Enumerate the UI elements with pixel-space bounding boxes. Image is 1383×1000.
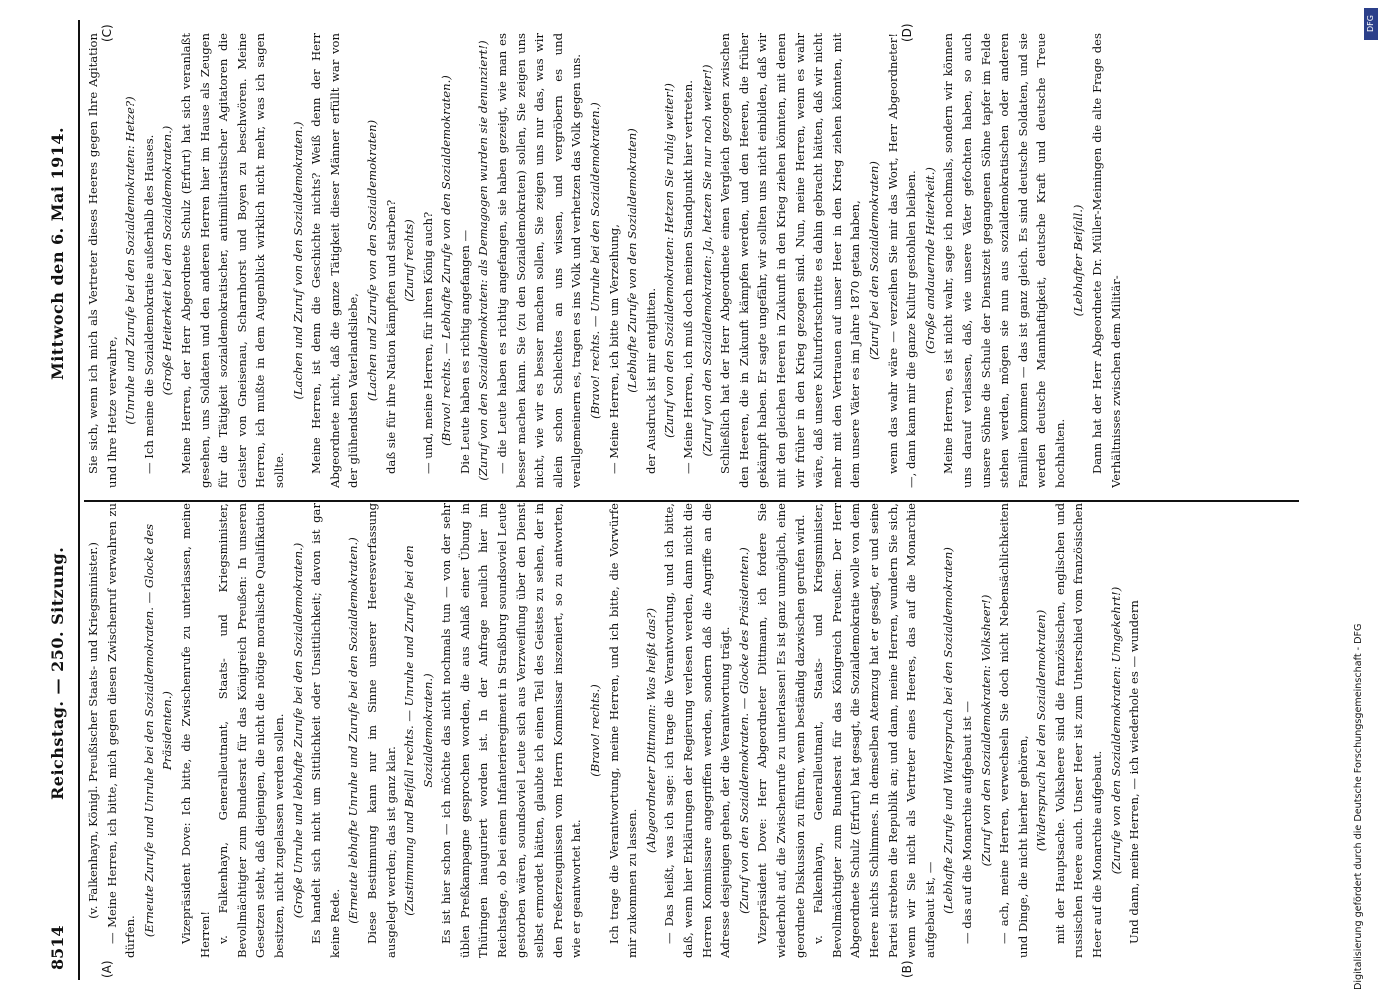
paragraph: — ach, meine Herren, verwechseln Sie doch nicht Nebensächlichkeiten und Dinge, die nicht hierher gehören, bbox=[997, 503, 1030, 958]
left-running-title: Reichstag. — 250. Sitzung. bbox=[48, 546, 67, 800]
margin-mark-d: (D) bbox=[900, 23, 914, 42]
interjection: (Bravo! rechts. — Unruhe bei den Sozialdemokraten.) bbox=[588, 102, 603, 419]
interjection: (Große andauernde Heiterkeit.) bbox=[922, 167, 937, 354]
interjection: (Widerspruch bei den Sozialdemokraten) bbox=[1034, 609, 1049, 852]
interjection: (Bravo! rechts.) bbox=[588, 684, 603, 777]
interjection: (Lebhafter Beifall.) bbox=[1071, 204, 1086, 317]
interjection: (Lachen und Zurufe von den Sozialdemokraten) bbox=[364, 119, 379, 402]
paragraph: v. Falkenhayn, Generalleutnant, Staats- und Kriegsminister, Bevollmächtigter zum Bundesrat für das Königreich Preußen: In unseren Gesetzen steht, daß diejenigen, die nicht die nötige moralische Qualifikation besitzen, nicht zugelassen werden sollen. bbox=[216, 503, 286, 958]
paragraph: Die Leute haben es richtig angefangen — bbox=[457, 229, 472, 474]
rotated-page bbox=[40, 20, 1310, 980]
paragraph: Meine Herren, der Herr Abgeordnete Schulz (Erfurt) hat sich veranlaßt gesehen, uns Soldaten und den anderen Herren hier im Hause als Zeugen für die Tätigkeit sozialdemokratischer, antimilitaristischer Agitatoren die Geister von Gneisenau, Scharnhorst und Boyen zu beschwören. Meine Herren, ich mußte in dem Augenblick wirklich nicht mehr, was ich sagen sollte. bbox=[178, 33, 286, 488]
interjection: (Zuruf von den Sozialdemokraten: Volksheer!) bbox=[978, 594, 993, 867]
paragraph: v. Falkenhayn, Generalleutnant, Staats- und Kriegsminister, Bevollmächtigter zum Bundesrat für das Königreich Preußen: Der Herr Abgeordnete Schulz (Erfurt) hat gesagt, die Sozialdemokratie wolle von dem Heere nichts Schlimmes. In demselben Atemzug hat er gesagt, er und seine Partei strebten die Republik an; und dann, meine Herren, wundern Sie sich, wenn wir Sie nicht als Vertreter eines Heeres, das auf die Monarchie aufgebaut ist, — bbox=[811, 503, 937, 958]
interjection: (Zuruf von den Sozialdemokraten: als Demagogen wurden sie denunziert!) bbox=[476, 40, 491, 481]
interjection: (Zuruf von den Sozialdemokraten. — Glocke des Präsidenten.) bbox=[736, 547, 751, 914]
paragraph: Es ist hier schon — ich möchte das nicht nochmals tun — von der sehr üblen Preßkampagne gesprochen worden, die aus Anlaß einer Übung in Thüringen inauguriert worden ist. In der Anfrage neulich hier im Reichstage, ob bei einem Infanterieregiment in Straßburg soundsoviel Leute gestorben wären, soundsoviel Leute sich aus Verzweiflung über den Dienst selbst ermordet hätten, glaubte ich einen Teil des Geistes zu sehen, der in den Preßerzeugnissen vom Herrn Kommissar inszeniert, so zu antworten, wie er geantwortet hat. bbox=[439, 503, 584, 958]
paragraph: Sie sich, wenn ich mich als Vertreter dieses Heeres gegen Ihre Agitation und Ihre Hetze verwahre, bbox=[86, 33, 119, 488]
interjection: (Unruhe und Zurufe bei den Sozialdemokraten: Hetze?) bbox=[123, 96, 138, 425]
paragraph: daß sie für ihre Nation kämpften und starben? bbox=[383, 199, 398, 474]
paragraph: der Ausdruck ist mir entglitten. bbox=[643, 287, 658, 474]
right-running-title: Mittwoch den 6. Mai 1914. bbox=[48, 126, 67, 380]
paragraph: — Meine Herren, ich bitte um Verzeihung, bbox=[606, 224, 621, 474]
interjection: (Zuruf von den Sozialdemokraten: Hetzen Sie ruhig weiter!) bbox=[662, 83, 677, 438]
interjection: (Zuruf von den Sozialdemokraten: Ja, hetzen Sie nur noch weiter!) bbox=[699, 64, 714, 457]
interjection: (Große Heiterkeit bei den Sozialdemokraten.) bbox=[160, 125, 175, 396]
margin-mark-b: (B) bbox=[900, 960, 914, 978]
interjection: (Bravo! rechts. — Lebhafte Zurufe von den Sozialdemokraten.) bbox=[439, 75, 454, 446]
paragraph: Es handelt sich nicht um Sittlichkeit oder Unsittlichkeit; davon ist gar keine Rede. bbox=[309, 503, 342, 958]
paragraph: — Ich meine die Sozialdemokratie außerhalb des Hauses. bbox=[141, 134, 156, 474]
page-header bbox=[40, 20, 80, 980]
interjection: (Lebhafte Zurufe und Widerspruch bei den Sozialdemokraten) bbox=[941, 547, 956, 914]
page-number: 8514 bbox=[48, 925, 67, 970]
interjection: (Lachen und Zuruf von den Sozialdemokraten.) bbox=[290, 121, 305, 400]
interjection: (Zuruf rechts) bbox=[402, 219, 417, 302]
paragraph: — das auf die Monarchie aufgebaut ist — bbox=[959, 701, 974, 944]
margin-mark-a: (A) bbox=[100, 960, 114, 978]
paragraph: Diese Bestimmung kann nur im Sinne unserer Heeresverfassung ausgelegt werden; das ist ganz klar. bbox=[364, 503, 398, 958]
left-column bbox=[84, 503, 1299, 958]
paragraph: — und, meine Herren, für ihren König auch? bbox=[420, 211, 435, 474]
paragraph: — die Leute haben es richtig angefangen, sie haben gezeigt, wie man es besser machen kann. Sie (zu den Sozialdemokraten) sollen, Sie zeigen uns nicht, wie wir es besser machen sollen, Sie zeigen uns nur das, was wir allein schon Schlechtes an uns wissen, und vergröbern es und verallgemeinern es, tragen es ins Volk und verhetzen das Volk gegen uns. bbox=[495, 33, 584, 488]
paragraph: — Meine Herren, ich bitte, mich gegen diesen Zwischenruf verwahren zu dürfen. bbox=[104, 503, 138, 958]
paragraph: Meine Herren, es ist nicht wahr, sage ich nochmals, sondern wir können uns darauf verlassen, daß, wie unsere Väter gefochten haben, so auch unsere Söhne die Schule der Dienstzeit gegangenen Söhne tapfer im Felde stehen werden, mögen sie nun aus sozialdemokratischen oder anderen Familien kommen — das ist ganz gleich. Es sind deutsche Soldaten, und sie werden deutsche Mannhaftigkeit, deutsche Kraft und deutsche Treue hochhalten. bbox=[941, 33, 1067, 488]
interjection: (Große Unruhe und lebhafte Zurufe bei den Sozialdemokraten.) bbox=[290, 542, 305, 919]
dfg-logo: DFG bbox=[1364, 8, 1378, 40]
interjection: (Zustimmung und Beifall rechts. — Unruhe und Zurufe bei den Sozialdemokraten.) bbox=[402, 545, 435, 916]
interjection: (Abgeordneter Dittmann: Was heißt das?) bbox=[643, 608, 658, 853]
interjection: (Zurufe von den Sozialdemokraten: Umgekehrt!) bbox=[1108, 586, 1123, 875]
right-column bbox=[84, 33, 1299, 488]
paragraph: mit der Hauptsache. Volksheere sind die französischen, englischen und russischen Heere auch. Unser Heer ist zum Unterschied vom französischen Heer auf die Monarchie aufgebaut. bbox=[1052, 503, 1105, 958]
interjection: (Zuruf bei den Sozialdemokraten) bbox=[866, 161, 881, 360]
paragraph: Vizepräsident Dove: Ich bitte, die Zwischenrufe zu unterlassen, meine Herren! bbox=[178, 503, 212, 958]
paragraph: — Das heißt, was ich sage: ich trage die Verantwortung, und ich bitte, daß, wenn hier Erklärungen der Regierung verlesen werden, dann nicht die Herren Kommissare angegriffen werden, sondern daß die Angriffe an die Adresse desjenigen gehen, der die Verantwortung trägt. bbox=[662, 503, 733, 958]
paragraph: Vizepräsident Dove: Herr Abgeordneter Dittmann, ich fordere Sie wiederholt auf, die Zwischenrufe zu unterlassen! Es ist ganz unmöglich, eine geordnete Diskussion zu führen, wenn beständig dazwischen gerufen wird. bbox=[755, 503, 807, 958]
margin-mark-c: (C) bbox=[100, 24, 114, 42]
paragraph: Ich trage die Verantwortung, meine Herren, und ich bitte, die Vorwürfe mir zukommen zu lassen. bbox=[606, 503, 640, 958]
interjection: (Erneute Zurufe und Unruhe bei den Sozialdemokraten. — Glocke des Präsidenten.) bbox=[141, 523, 175, 938]
digitization-note: Digitalisierung gefördert durch die Deutsche Forschungsgemeinschaft - DFG bbox=[1353, 623, 1364, 990]
paragraph: wenn das wahr wäre — verzeihen Sie mir das Wort, Herr Abgeordneter! —, dann kann mir die ganze Kultur gestohlen bleiben. bbox=[885, 33, 919, 488]
paragraph: Meine Herren, ist denn die Geschichte nichts? Weiß denn der Herr Abgeordnete nicht, daß die ganze Tätigkeit dieser Männer erfüllt war von der glühendsten Vaterlandsliebe, bbox=[309, 33, 361, 488]
paragraph: Und dann, meine Herren, — ich wiederhole es — wundern bbox=[1127, 600, 1142, 944]
speaker-line: (v. Falkenhayn, Königl. Preußischer Staats- und Kriegsminister.) bbox=[86, 542, 100, 919]
paragraph: Schließlich hat der Herr Abgeordnete einen Vergleich gezogen zwischen den Heeren, die in Zukunft kämpfen werden, und den Heeren, die früher gekämpft haben. Er sagte ungefähr, wir sollten uns nicht einbilden, daß wir mit den gleichen Heeren in Zukunft in den Krieg ziehen könnten, mit denen wir früher in den Krieg gezogen sind. Nun, meine Herren, wenn es wahr wäre, daß unsere Kulturfortschritte es dahin gebracht hätten, daß wir nicht mehr mit den Vertrauen auf unser Heer in den Krieg ziehen könnten, mit dem unsere Väter es im Jahre 1870 getan haben, bbox=[718, 33, 863, 488]
interjection: (Lebhafte Zurufe von den Sozialdemokraten) bbox=[625, 128, 640, 393]
paragraph: Dann hat der Herr Abgeordnete Dr. Müller-Meiningen die alte Frage des Verhältnisses zwischen dem Militär- bbox=[1090, 33, 1123, 488]
paragraph: — Meine Herren, ich muß doch meinen Standpunkt hier vertreten. bbox=[681, 80, 695, 474]
interjection: (Erneute lebhafte Unruhe und Zurufe bei den Sozialdemokraten.) bbox=[346, 537, 361, 924]
column-divider bbox=[84, 500, 1299, 502]
